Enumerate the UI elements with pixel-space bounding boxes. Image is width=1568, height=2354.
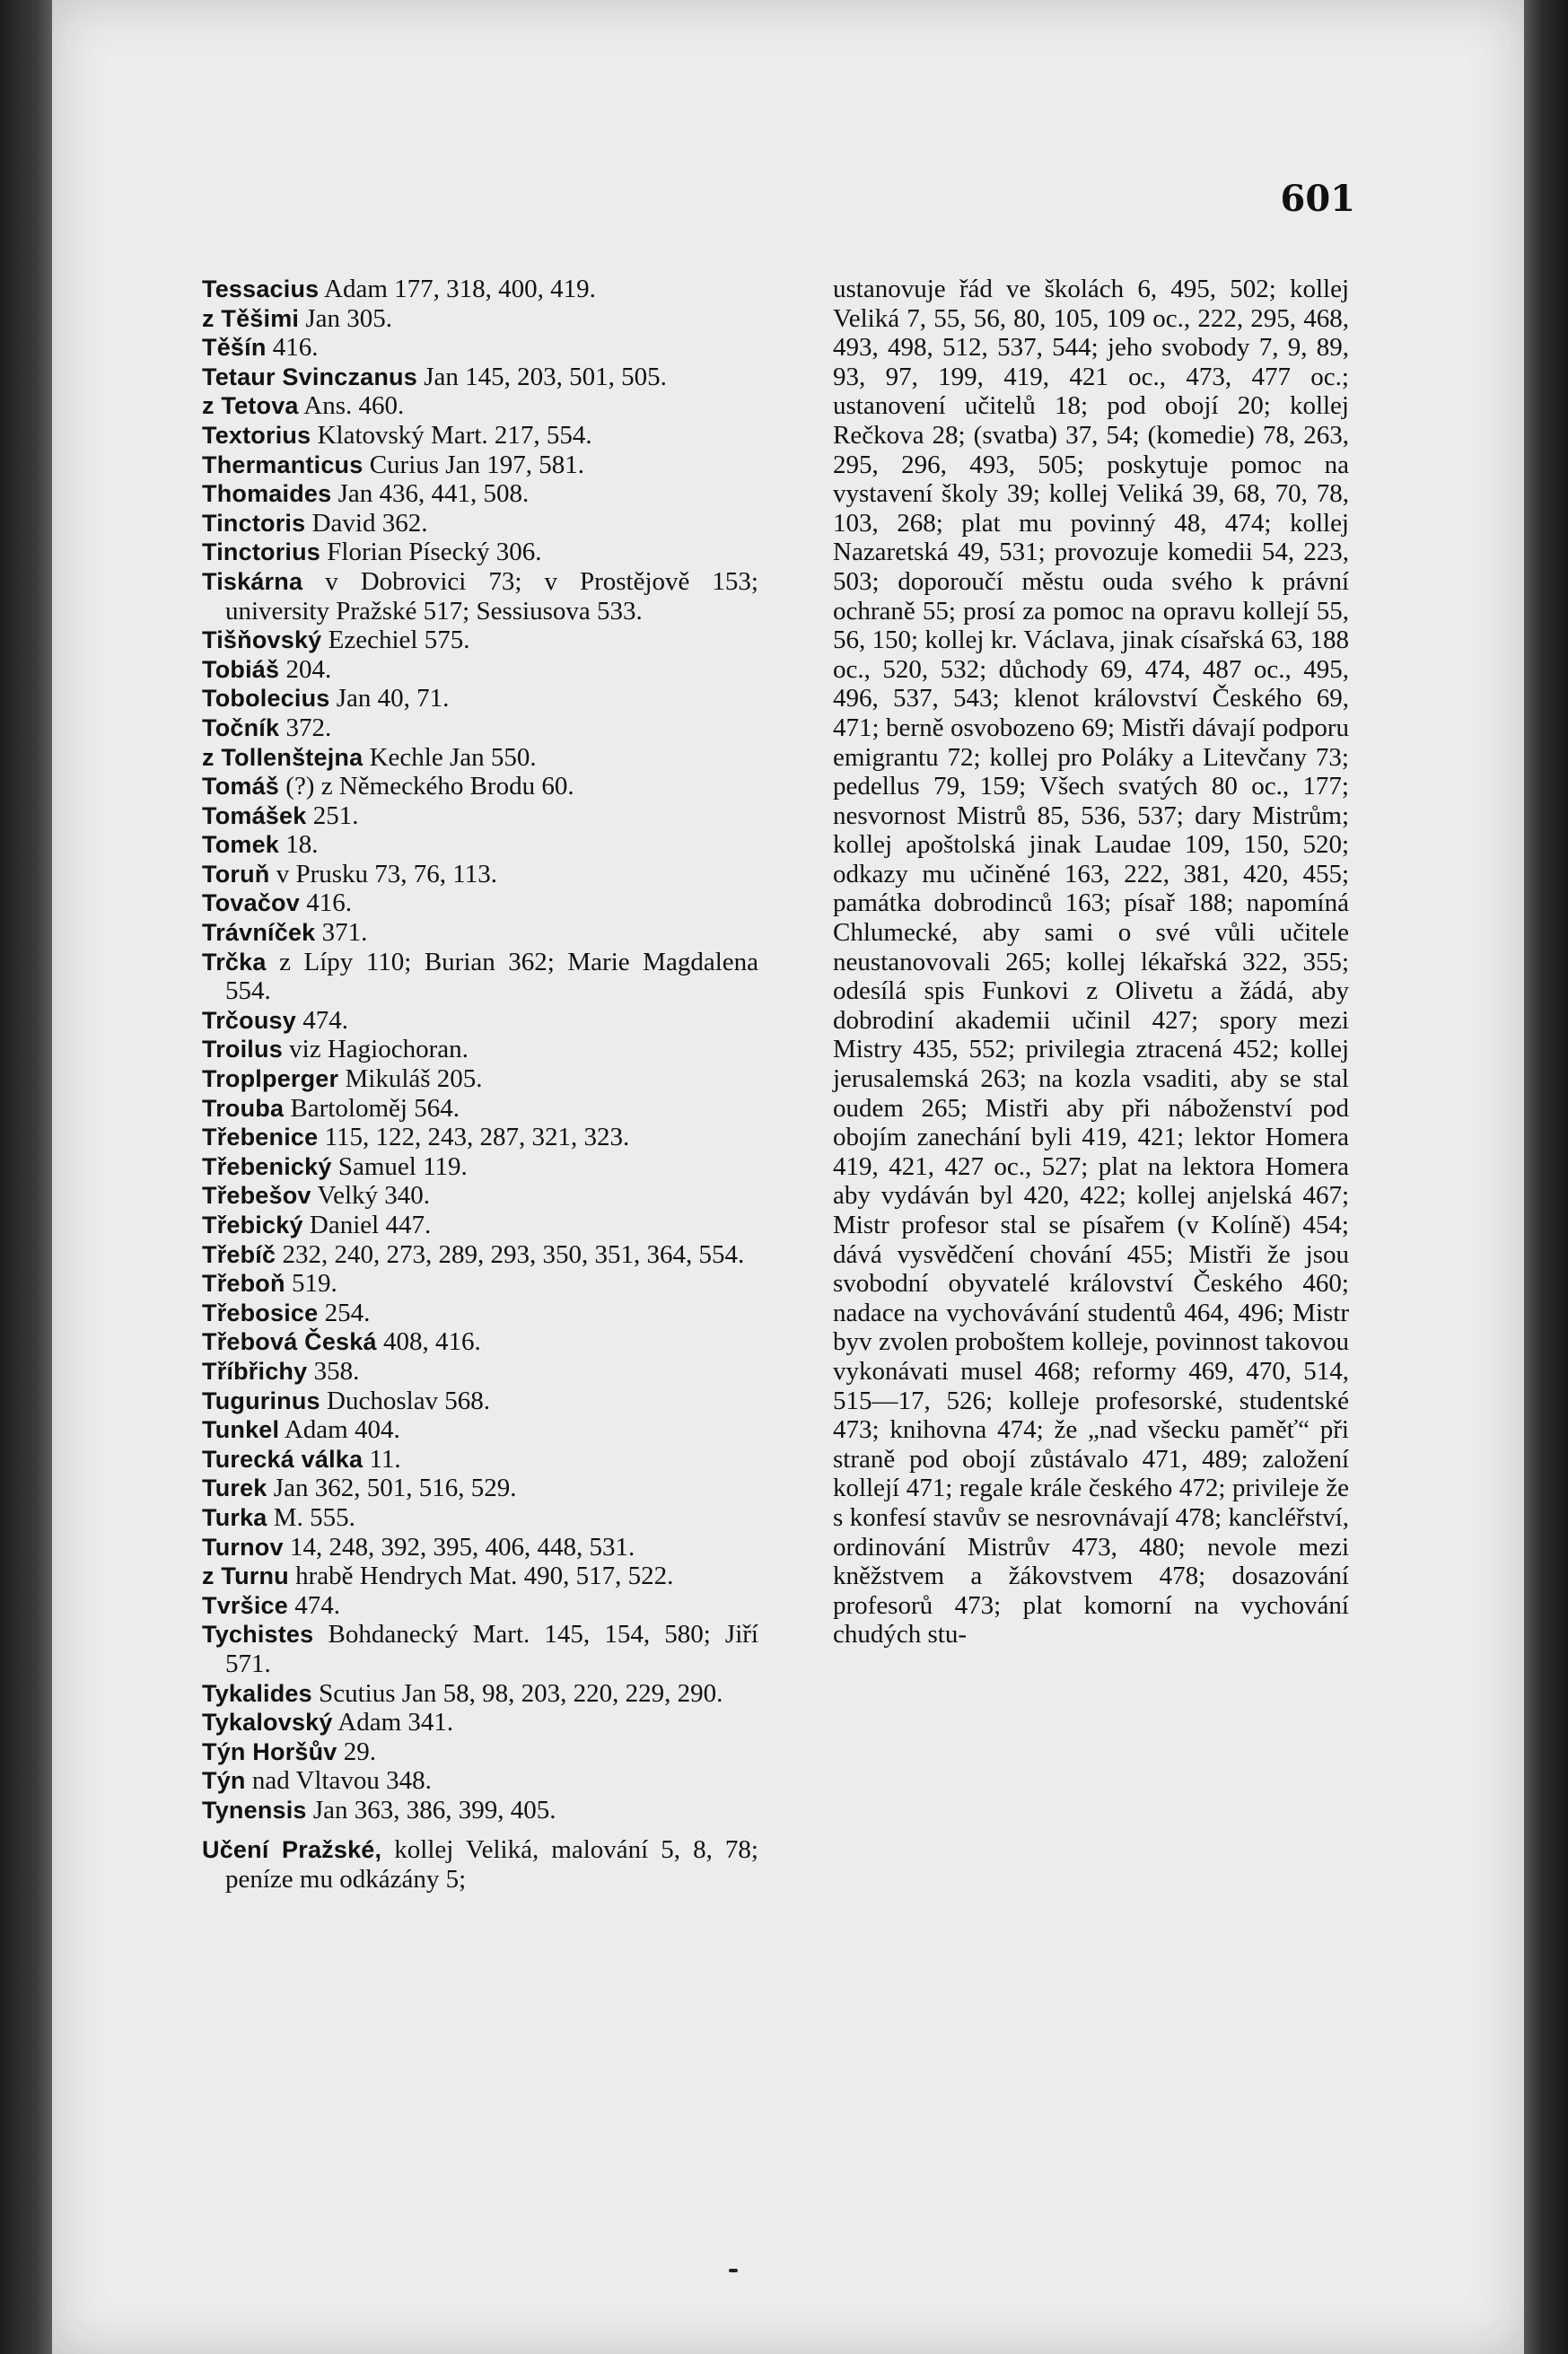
index-entry-refs: Adam 404. (279, 1415, 400, 1445)
index-entry-head: Týn (202, 1767, 246, 1795)
index-entry-head: Točník (202, 713, 280, 741)
index-entry (202, 333, 758, 363)
index-entry-head: Troilus (202, 1036, 283, 1063)
index-entry-head: Trouba (202, 1094, 285, 1122)
index-entry-head: Tomek (202, 831, 280, 859)
index-entry-refs: 232, 240, 273, 289, 293, 350, 351, 364, 554. (276, 1239, 745, 1269)
index-entry-refs: 251. (306, 801, 359, 830)
index-entry-head: Třebíč (202, 1240, 276, 1268)
index-entry-head: Textorius (202, 421, 311, 449)
index-entry (202, 1387, 758, 1416)
index-entry-head: Tetaur Svinczanus (202, 363, 417, 390)
index-entry-refs: Samuel 119. (331, 1151, 468, 1181)
index-entry-head: Tychistes (202, 1621, 314, 1649)
index-entry-refs: Jan 40, 71. (329, 684, 450, 713)
index-entry (202, 1269, 758, 1299)
index-entry-head: Trčousy (202, 1006, 296, 1034)
index-entry-head: Tinctoris (202, 509, 306, 537)
index-entry-refs: 408, 416. (376, 1327, 481, 1357)
index-entry (202, 1835, 758, 1894)
index-entry-refs: 11. (363, 1444, 401, 1474)
index-entry-refs: kollej Veliká, malování 5, 8, 78; peníze mu odkázány 5; (225, 1835, 758, 1895)
index-entry-refs: 29. (337, 1737, 377, 1766)
index-entry-head: Učení Pražské, (202, 1836, 382, 1864)
index-entry-head: Tříbřichy (202, 1357, 308, 1385)
index-entry (202, 1327, 758, 1357)
index-entry (202, 1006, 758, 1036)
index-entry-refs: Kechle Jan 550. (363, 742, 537, 772)
index-entry-refs: Jan 305. (299, 303, 393, 333)
index-entry (202, 363, 758, 392)
index-entry-refs: M. 555. (267, 1502, 355, 1532)
index-entry-refs: David 362. (305, 508, 428, 538)
index-entry-refs: 254. (318, 1298, 371, 1327)
index-entry-refs: 474. (295, 1005, 348, 1035)
index-entry (202, 801, 758, 831)
index-entry-head: z Tollenštejna (202, 743, 364, 771)
index-entry-head: Tessacius (202, 276, 320, 302)
index-entry (202, 1357, 758, 1387)
index-entry-refs: Daniel 447. (302, 1211, 432, 1239)
index-entry (202, 655, 758, 685)
index-entry (202, 948, 758, 1006)
index-entry (202, 509, 758, 538)
index-entry-head: Tinctorius (202, 538, 321, 566)
index-entry (202, 1415, 758, 1445)
index-entry-refs: Florian Písecký 306. (320, 538, 542, 567)
index-entry (202, 1796, 758, 1825)
index-entry-refs: Bohdanecký Mart. 145, 154, 580; Jiří 571. (225, 1620, 758, 1678)
page-number: 601 (1280, 178, 1355, 220)
index-entry (202, 1152, 758, 1182)
index-entry-refs: 416. (266, 333, 319, 363)
index-entry-head: Turka (202, 1503, 267, 1531)
index-entry-head: Těšín (202, 334, 267, 362)
index-entry-head: Turek (202, 1475, 267, 1502)
index-entry (202, 304, 758, 334)
index-entry-refs: 14, 248, 392, 395, 406, 448, 531. (283, 1532, 635, 1562)
index-entry-head: Týn Horšův (202, 1737, 337, 1765)
index-entry-refs: Adam 177, 318, 400, 419. (319, 275, 596, 303)
index-entry (202, 1123, 758, 1152)
index-entry-refs: 115, 122, 243, 287, 321, 323. (318, 1123, 630, 1152)
index-entry (202, 1766, 758, 1796)
index-entry (202, 421, 758, 451)
index-entry-head: Třebenický (202, 1152, 332, 1180)
index-entry (202, 1035, 758, 1064)
index-entry-head: Tvršice (202, 1591, 288, 1619)
index-entry-refs: 416. (299, 888, 352, 918)
index-entry-head: Tovačov (202, 889, 300, 917)
index-entry-refs: z Lípy 110; Burian 362; Marie Magdalena 554. (225, 947, 758, 1006)
index-entry (202, 538, 758, 567)
index-entry-refs: Velký 340. (311, 1181, 431, 1211)
index-entry (202, 391, 758, 421)
index-entry (202, 772, 758, 801)
index-entry-refs: 204. (279, 654, 332, 684)
index-entry-refs: Ans. 460. (298, 391, 405, 421)
index-entry-head: Trávníček (202, 919, 316, 947)
index-entry (202, 1474, 758, 1503)
index-entry (202, 1737, 758, 1767)
index-entry (202, 1181, 758, 1211)
index-entry-head: Tišňovský (202, 626, 322, 654)
index-entry-head: Thermanticus (202, 451, 364, 478)
index-entry-head: Třebová Česká (202, 1328, 377, 1356)
index-entry (202, 451, 758, 480)
index-entry-continuation: ustanovuje řád ve školách 6, 495, 502; kollej Veliká 7, 55, 56, 80, 105, 109 oc., 222, 295, 468, 493, 498, 512, 537, 544; jeho svobody 7, 9, 89, 93, 97, 199, 419, 421 oc., 473, 477 oc.; ustanovení učitelů 18; pod obojí 20; kollej Rečkova 28; (svatba) 37, 54; (komedie) 78, 263, 295, 296, 493, 505; poskytuje pomoc na vystavení školy 39; kollej Veliká 39, 68, 70, 78, 103, 268; plat mu povinný 48, 474; kollej Nazaretská 49, 531; provozuje komedii 54, 223, 503; doporoučí městu ouda svého k právní ochraně 55; prosí za pomoc na opravu kollejí 55, 56, 150; kollej kr. Václava, jinak císařská 63, 188 oc., 520, 532; důchody 69, 474, 487 oc., 495, 496, 537, 543; klenot království Českého 69, 471; berně osvobozeno 69; Mistři dávají podporu emigrantu 72; kollej pro Poláky a Litevčany 73; pedellus 79, 159; Všech svatých 80 oc., 177; nesvornost Mistrů 85, 536, 537; dary Mistrům; kollej apoštolská jinak Laudae 109, 150, 520; odkazy mu učiněné 163, 222, 381, 420, 455; památka dobrodinců 163; písař 188; napomíná Chlumecké, aby sami o své vůli učitele neustanovovali 265; kollej lékařská 322, 355; odesílá spis Funkovi z Olivetu a žádá, aby dobrodiní akademii učinil 427; spory mezi Mistry 435, 552; privilegia ztracená 452; kollej jerusalemská 263; na kozla vsaditi, aby se stal oudem 265; Mistři aby při náboženství pod obojím zanechání byli 419, 421; lektor Homera 419, 421, 427 oc., 527; plat na lektora Homera aby vydáván byl 420, 422; kollej anjelská 467; Mistr profesor stal se písařem (v Kolíně) 454; dává vysvědčení chování 455; Mistři že jsou svobodní obyvatelé království Českého 460; nadace na vychovávání studentů 464, 496; Mistr byv zvolen proboštem kolleje, povinnost takovou vykonávati musel 468; reformy 469, 470, 514, 515—17, 526; kolleje profesorské, studentské 473; knihovna 474; že „nad všecku paměť“ při straně pod obojí zůstávalo 471, 489; založení kollejí 471; regale krále českého 472; privileje že s konfesí stavův se nesrovnávají 478; kancléřství, ordinování Mistrův 473, 480; nevole mezi kněžstvem a žákovstvem 478; dosazování profesorů 473; plat komorní na vychování chudých stu- (833, 275, 1349, 1650)
index-entry-refs: Duchoslav 568. (320, 1386, 491, 1415)
index-entry (202, 1562, 758, 1591)
index-entry-refs: viz Hagiochoran. (282, 1035, 469, 1064)
index-entry-head: Troplperger (202, 1065, 339, 1093)
index-entry-refs: Jan 436, 441, 508. (331, 479, 530, 509)
index-entry-head: Tiskárna (202, 567, 303, 595)
index-entry-refs: (?) z Německého Brodu 60. (279, 772, 574, 801)
index-entry-head: Tomášek (202, 801, 307, 829)
index-entry-refs: Mikuláš 205. (338, 1064, 483, 1094)
index-entry-head: Třebenice (202, 1124, 319, 1151)
index-entry-refs: Jan 363, 386, 399, 405. (306, 1795, 556, 1825)
index-entry-head: z Turnu (202, 1562, 289, 1590)
index-entry-refs: 18. (279, 830, 319, 860)
index-entry (202, 1299, 758, 1328)
index-entry-refs: 371. (315, 918, 368, 948)
index-entry-head: Třebešov (202, 1182, 311, 1210)
index-entry (202, 1445, 758, 1475)
page-edge-left (0, 0, 52, 2354)
index-entry-refs: Bartoloměj 564. (284, 1093, 460, 1123)
index-entry-refs: hrabě Hendrych Mat. 490, 517, 522. (288, 1562, 674, 1591)
index-entry-head: Tobiáš (202, 655, 280, 683)
index-entry-head: Třeboň (202, 1270, 285, 1298)
index-entry-refs: Adam 341. (332, 1708, 454, 1737)
index-entry-head: z Těšimi (202, 304, 300, 332)
index-entry-refs: nad Vltavou 348. (245, 1766, 432, 1796)
index-entry (202, 830, 758, 860)
index-entry-refs: Jan 145, 203, 501, 505. (416, 362, 667, 391)
index-entry (202, 713, 758, 743)
index-entry-head: Tomáš (202, 773, 280, 801)
index-entry (202, 1533, 758, 1562)
index-entry (202, 743, 758, 773)
index-entry-refs: Scutius Jan 58, 98, 203, 220, 229, 290. (311, 1678, 723, 1708)
index-entry (202, 918, 758, 948)
index-entry (202, 1211, 758, 1240)
index-entry-head: Tobolecius (202, 685, 330, 713)
index-entry (202, 1708, 758, 1737)
index-entry-head: Turnov (202, 1533, 284, 1561)
index-entry-head: Třebický (202, 1212, 303, 1238)
index-entry-refs: 519. (285, 1269, 337, 1299)
index-entry-head: Tynensis (202, 1796, 307, 1824)
index-entry-head: Tykalovský (202, 1709, 333, 1737)
index-entry-head: z Tetova (202, 392, 299, 420)
index-entry (202, 888, 758, 918)
index-entry-refs: Jan 362, 501, 516, 529. (267, 1474, 517, 1503)
index-entry-refs: 372. (279, 713, 332, 742)
index-entry-head: Trčka (202, 948, 267, 976)
index-entry-head: Tunkel (202, 1416, 280, 1444)
index-entry (202, 275, 758, 304)
page-mark (729, 2269, 738, 2272)
index-entry (202, 1679, 758, 1709)
index-entry (202, 626, 758, 655)
index-entry-head: Třebosice (202, 1299, 319, 1326)
index-entry-head: Thomaides (202, 480, 332, 508)
index-entry (202, 1240, 758, 1270)
index-entry-refs: Curius Jan 197, 581. (363, 450, 584, 479)
index-entry (202, 1591, 758, 1621)
index-entry-refs: 474. (287, 1590, 340, 1620)
index-entry-refs: Klatovský Mart. 217, 554. (311, 420, 592, 450)
index-entry (202, 567, 758, 626)
index-entry (202, 684, 758, 713)
index-entry-head: Toruň (202, 860, 270, 888)
index-entry (202, 1064, 758, 1094)
index-entry (202, 1503, 758, 1533)
index-entry (202, 479, 758, 509)
index-entry-refs: v Dobrovici 73; v Prostějově 153; university Pražské 517; Sessiusova 533. (225, 566, 758, 626)
index-entry-refs: v Prusku 73, 76, 113. (269, 859, 497, 888)
index-entry (202, 860, 758, 889)
index-entry-head: Tykalides (202, 1679, 312, 1707)
page-edge-right (1524, 0, 1568, 2354)
index-entry-refs: Ezechiel 575. (321, 626, 470, 655)
index-entry-head: Turecká válka (202, 1445, 364, 1473)
index-entry-head: Tugurinus (202, 1387, 320, 1414)
index-entry-refs: 358. (307, 1356, 360, 1386)
index-column-left (202, 275, 758, 1895)
index-entry (202, 1620, 758, 1678)
index-entry (202, 1094, 758, 1124)
index-column-right (833, 275, 1349, 1650)
